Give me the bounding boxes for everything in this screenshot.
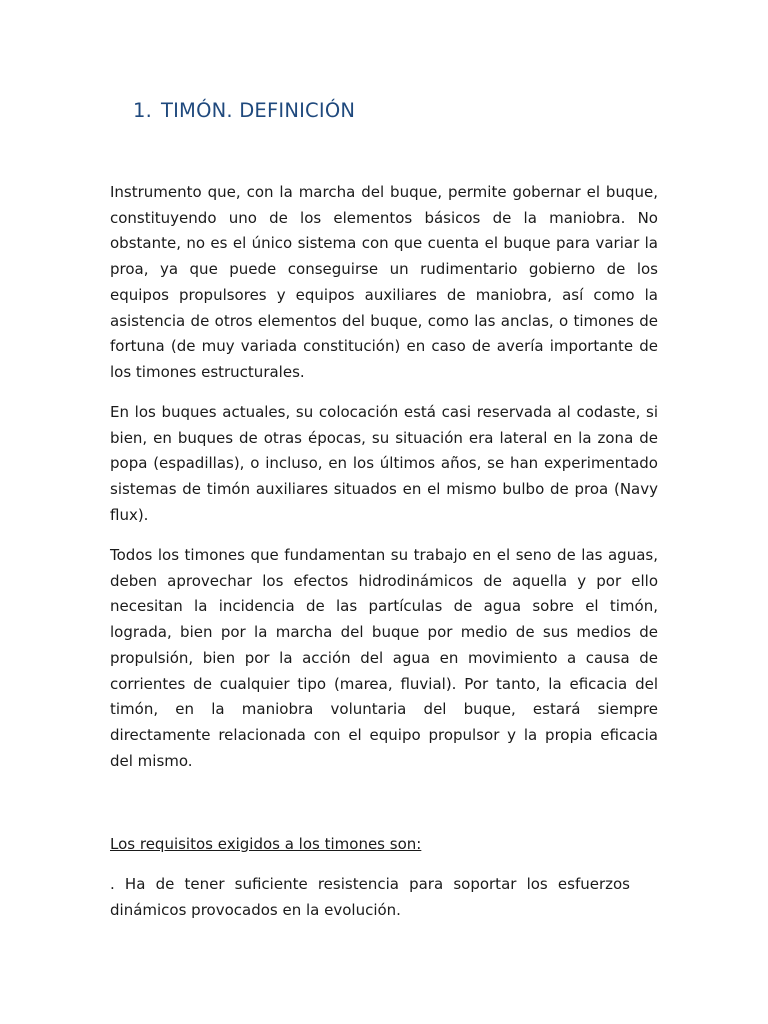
- paragraph-placement: En los buques actuales, su colocación está casi reservada al codaste, si bien, en buques de otras épocas, su situación era lateral en la zona de popa (espadillas), o incluso, en los últimos años, se han experimentado sistemas de timón auxiliares situados en el mismo bulbo de proa (Navy flux).: [110, 403, 658, 524]
- paragraph-hydrodynamics: Todos los timones que fundamentan su trabajo en el seno de las aguas, deben aprovechar los efectos hidrodinámicos de aquella y por ello necesitan la incidencia de las partículas de agua sobre el timón, lograda, bien por la marcha del buque por medio de sus medios de propulsión, bien por la acción del agua en movimiento a causa de corrientes de cualquier tipo (marea, fluvial). Por tanto, la eficacia del timón, en la maniobra voluntaria del buque, estará siempre directamente relacionada con el equipo propulsor y la propia eficacia del mismo.: [110, 546, 658, 770]
- requirement-item: . Ha de tener suficiente resistencia para soportar los esfuerzos dinámicos provocados en la evolución.: [110, 875, 630, 919]
- paragraph-definition: Instrumento que, con la marcha del buque, permite gobernar el buque, constituyendo uno de los elementos básicos de la maniobra. No obstante, no es el único sistema con que cuenta el buque para variar la proa, ya que puede conseguirse un rudimentario gobierno de los equipos propulsores y equipos auxiliares de maniobra, así como la asistencia de otros elementos del buque, como las anclas, o timones de fortuna (de muy variada constitución) en caso de avería importante de los timones estructurales.: [110, 183, 658, 381]
- requirements-title: Los requisitos exigidos a los timones son:: [110, 835, 422, 853]
- section-heading: [133, 99, 355, 122]
- heading-number: 1.: [133, 99, 153, 122]
- heading-title: TIMÓN. DEFINICIÓN: [161, 99, 356, 122]
